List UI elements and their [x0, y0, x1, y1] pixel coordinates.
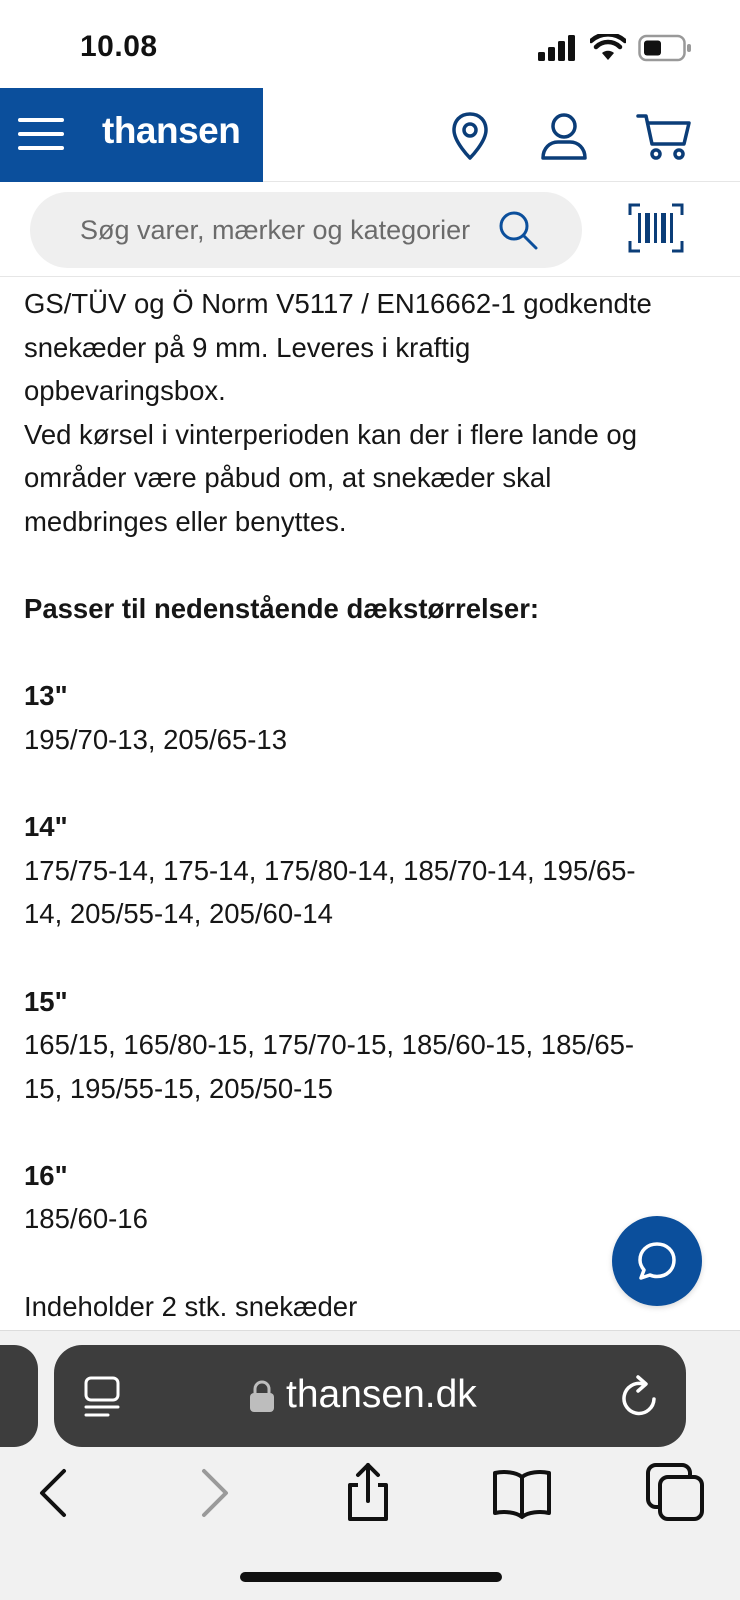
chat-button[interactable] [612, 1216, 702, 1306]
contents-note: Indeholder 2 stk. snekæder [24, 1290, 358, 1322]
fits-heading: Passer til nedenstående dækstørrelser: [24, 593, 540, 625]
size-list-14: 175/75-14, 175-14, 175/80-14, 185/70-14, 195/65- [24, 854, 636, 886]
status-time: 10.08 [80, 30, 158, 63]
reload-icon[interactable] [618, 1373, 662, 1421]
intro-line: GS/TÜV og Ö Norm V5117 / EN16662-1 godkendte [24, 288, 652, 319]
status-bar [0, 0, 740, 88]
user-icon[interactable] [536, 108, 592, 164]
tabs-icon[interactable] [644, 1461, 708, 1525]
cellular-signal-icon [538, 35, 578, 61]
search-icon[interactable] [496, 208, 540, 252]
url-text: thansen.dk [286, 1373, 477, 1416]
site-header [0, 88, 740, 182]
size-list-16: 185/60-16 [24, 1203, 148, 1235]
intro-line: opbevaringsbox. [24, 375, 226, 407]
size-list-15: 165/15, 165/80-15, 175/70-15, 185/60-15, 185/65- [24, 1029, 635, 1061]
size-list-13: 195/70-13, 205/65-13 [24, 723, 287, 755]
location-pin-icon[interactable] [442, 108, 498, 164]
barcode-scan-icon[interactable] [628, 203, 684, 253]
menu-icon [18, 118, 64, 122]
intro-line: medbringes eller benyttes. [24, 505, 347, 537]
wifi-icon [590, 34, 626, 62]
search-row [0, 183, 740, 277]
menu-button[interactable] [18, 114, 66, 154]
thansen-logo[interactable]: thansen [102, 110, 241, 151]
intro-line: Ved kørsel i vinterperioden kan der i flere lande og [24, 418, 637, 450]
search-input[interactable] [80, 212, 490, 248]
menu-icon-bar [18, 132, 64, 136]
reader-icon[interactable] [82, 1375, 122, 1419]
intro-line: snekæder på 9 mm. Leveres i kraftig [24, 331, 471, 363]
lock-icon [249, 1379, 275, 1413]
product-description [24, 282, 714, 1328]
back-icon[interactable] [24, 1461, 88, 1525]
browser-nav-row [0, 1461, 740, 1541]
size-label-14: 14" [24, 811, 68, 843]
home-indicator [240, 1572, 502, 1582]
size-list-14: 14, 205/55-14, 205/60-14 [24, 898, 333, 930]
intro-line: områder være påbud om, at snekæder skal [24, 462, 552, 494]
forward-icon[interactable] [180, 1461, 244, 1525]
brand-block [0, 88, 263, 182]
search-box[interactable] [30, 192, 582, 268]
size-label-15: 15" [24, 985, 68, 1017]
size-list-15: 15, 195/55-15, 205/50-15 [24, 1072, 333, 1104]
browser-toolbar [0, 1330, 740, 1600]
previous-tab[interactable] [0, 1345, 38, 1447]
share-icon[interactable] [336, 1461, 400, 1525]
battery-icon [638, 34, 692, 62]
address-bar[interactable] [54, 1345, 686, 1447]
menu-icon-bar [18, 146, 64, 150]
size-label-13: 13" [24, 680, 68, 712]
chat-bubble-icon [635, 1239, 679, 1283]
bookmarks-icon[interactable] [490, 1461, 554, 1525]
cart-icon[interactable] [636, 108, 692, 164]
status-icons [538, 34, 692, 62]
size-label-16: 16" [24, 1159, 68, 1191]
